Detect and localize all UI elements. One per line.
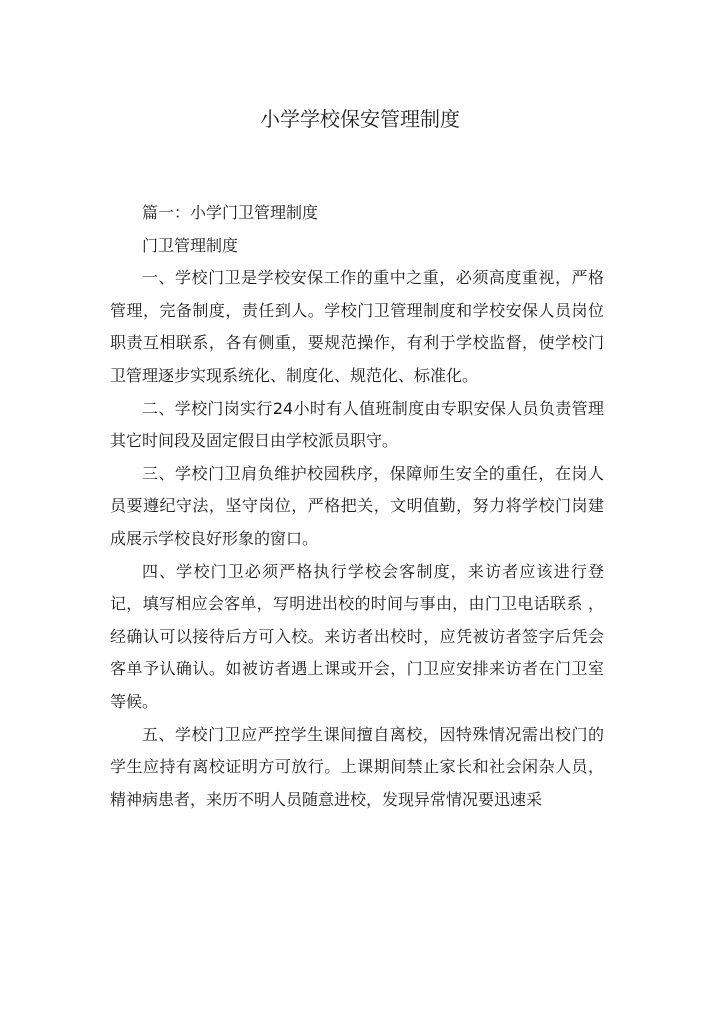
document-title: 小学学校保安管理制度: [260, 107, 460, 131]
sub-heading: 门卫管理制度: [142, 235, 239, 255]
paragraph-4: 四、学校门卫必须严格执行学校会客制度，来访者应该进行登记，填写相应会客单，写明进出校的时间与事由，由门卫电话联系 ，经确认可以接待后方可入校。来访者出校时，应凭被访者签字后凭会客单予认确认。如被访者遇上课或开会，门卫应安排来访者在门卫室等候。: [110, 561, 604, 711]
section-heading: 篇一：小学门卫管理制度: [142, 203, 319, 222]
paragraph-1: 一、学校门卫是学校安保工作的重中之重，必须高度重视，严格管理，完备制度，责任到人。学校门卫管理制度和学校安保人员岗位职责互相联系，各有侧重，要规范操作，有利于学校监督，使学校门卫管理逐步实现系统化、制度化、规范化、标准化。: [110, 268, 604, 385]
paragraph-2: 二、学校门岗实行24小时有人值班制度由专职安保人员负责管理其它时间段及固定假日由学校派员职守。: [110, 398, 604, 451]
paragraph-3: 三、学校门卫肩负维护校园秩序，保障师生安全的重任，在岗人员要遵纪守法，坚守岗位，严格把关，文明值勤，努力将学校门岗建成展示学校良好形象的窗口。: [110, 463, 604, 548]
document-body: [110, 197, 604, 816]
paragraph-5: 五、学校门卫应严控学生课间擅自离校，因特殊情况需出校门的学生应持有离校证明方可放行。上课期间禁止家长和社会闲杂人员，精神病患者，来历不明人员随意进校，发现异常情况要迅速采: [110, 724, 604, 809]
